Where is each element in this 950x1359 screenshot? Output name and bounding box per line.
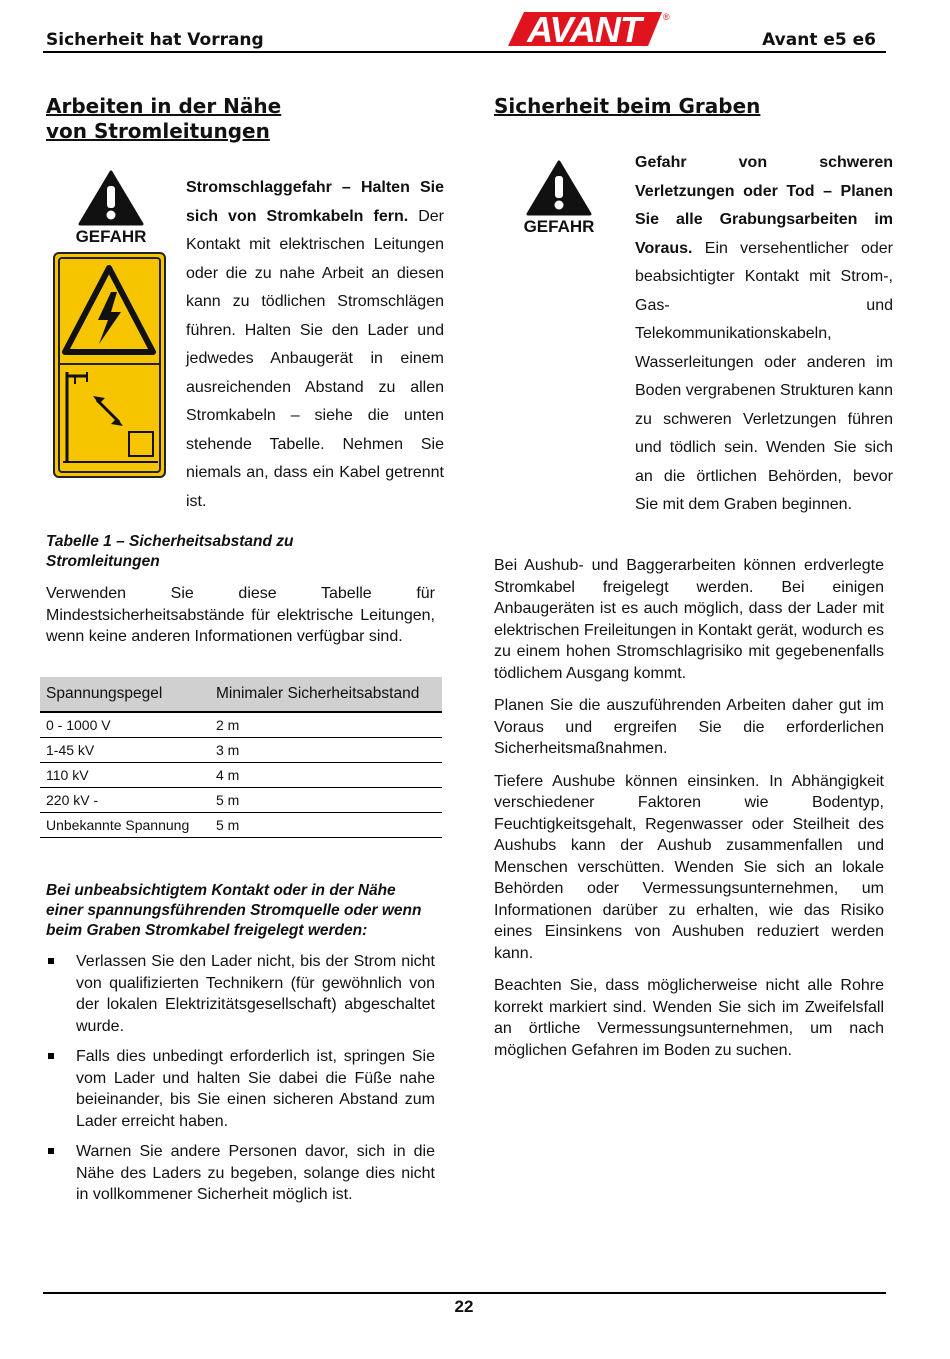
warning-body-left: Der Kontakt mit elektrischen Leitungen oder die zu nahe Arbeit an diesen kann zu tödlichen Stromschlägen führen. Halten Sie den Lader und jedwedes Anbaugerät in einem ausreichenden Abstand zu allen Stromkabeln – siehe die unten stehende Tabelle. Nehmen Sie niemals an, dass ein Kabel getrennt ist.: [186, 207, 444, 510]
warning-text-right: [635, 149, 893, 520]
warning-bold-right: Gefahr von schweren Verletzungen oder Tod – Planen Sie alle Grabungsarbeiten im Voraus.: [635, 154, 893, 257]
warning-bold-left: Stromschlaggefahr – Halten Sie sich von Stromkabeln fern.: [186, 179, 444, 225]
warning-label-right: GEFAHR: [523, 217, 595, 236]
paragraph: Beachten Sie, dass möglicherweise nicht alle Rohre korrekt markiert sind. Wenden Sie sich im Zweifelsfall an örtliche Vermessungsunternehmen, um nach möglichen Gefahren im Boden zu suchen.: [494, 977, 884, 1059]
heading-stromleitungen: Arbeiten in der Nähe von Stromleitungen: [46, 94, 282, 143]
paragraph: Planen Sie die auszuführenden Arbeiten daher gut im Voraus und ergreifen Sie die erforderlichen Sicherheitsmaßnahmen.: [494, 697, 884, 757]
page-number: 22: [454, 1297, 474, 1316]
table-row: 110 kV 4 m: [40, 763, 442, 788]
warning-body-right: Ein versehentlicher oder beabsichtigter Kontakt mit Strom-, Gas- und Telekommunikationskabeln, Wasserleitungen oder anderen im Boden vergrabenen Strukturen kann zu schweren Verletzungen führen und tödlich sein. Wenden Sie sich an die örtlichen Behörden, bevor Sie mit dem Graben beginnen.: [635, 239, 893, 513]
paragraph: Tiefere Aushube können einsinken. In Abhängigkeit verschiedener Faktoren wie Bodentyp, Feuchtigkeitsgehalt, Regenwasser oder Steilheit des Aushubs kann der Aushub zusammenfallen und Menschen verschütten. Wenden Sie sich an lokale Behörden oder Vermessungsunternehmen, um Informationen darüber zu erhalten, wie das Risiko eines Einsinkens von Aushuben reduziert werden kann.: [494, 772, 884, 962]
electric-shock-pictogram-icon: [53, 252, 166, 478]
table-row: Unbekannte Spannung 5 m: [40, 813, 442, 838]
warning-label-left: GEFAHR: [75, 227, 147, 246]
avant-logo: [500, 6, 670, 50]
logo-text: AVANT: [527, 9, 641, 50]
warning-text-left: [186, 174, 444, 516]
table-caption: Tabelle 1 – Sicherheitsabstand zu Stromleitungen: [46, 533, 294, 570]
table-header-distance: Minimaler Sicherheitsabstand: [210, 677, 442, 712]
table-header-voltage: Spannungspegel: [40, 677, 210, 712]
avant-logo-graphic: [500, 6, 670, 50]
logo-registered-mark: ®: [663, 12, 670, 22]
header-rule: [43, 51, 886, 53]
danger-triangle-icon: [526, 160, 592, 216]
paragraph: Bei Aushub- und Baggerarbeiten können erdverlegte Stromkabel freigelegt werden. Bei einigen Anbaugeräten ist es auch möglich, dass der Lader mit elektrischen Freileitungen in Kontakt gerät, wodurch es zu einem hohen Stromschlagrisiko mit gegebenenfalls tödlichem Ausgang kommt.: [494, 557, 884, 682]
table-row: 220 kV - 5 m: [40, 788, 442, 813]
safety-distance-table: [40, 677, 442, 838]
warning-sign-danger-right: [526, 160, 592, 221]
warning-sign-danger: [78, 170, 144, 231]
table-row: 1-45 kV 3 m: [40, 738, 442, 763]
header-right-model: Avant e5 e6: [762, 30, 876, 50]
contact-bullet-list: [46, 951, 435, 1215]
table-header-row: [40, 677, 442, 712]
table-row: 0 - 1000 V 2 m: [40, 712, 442, 738]
contact-heading: Bei unbeabsichtigtem Kontakt oder in der Nähe einer spannungsführenden Stromquelle oder wenn beim Graben Stromkabel freigelegt werden:: [46, 882, 422, 939]
heading-graben: Sicherheit beim Graben: [494, 94, 761, 118]
electrical-hazard-sign: [53, 252, 166, 478]
right-body-paragraphs: [494, 555, 884, 1061]
list-item: Falls dies unbedingt erforderlich ist, springen Sie vom Lader und halten Sie dabei die Füße nahe beieinander, bis Sie einen sicheren Abstand zum Lader erreicht haben.: [46, 1046, 435, 1132]
footer-rule: [43, 1292, 886, 1294]
header-left-title: Sicherheit hat Vorrang: [46, 30, 264, 50]
list-item: Warnen Sie andere Personen davor, sich in die Nähe des Laders zu begeben, solange dies nicht in vollkommener Sicherheit möglich ist.: [46, 1141, 435, 1206]
right-column-heading: [494, 94, 894, 119]
danger-triangle-icon: [78, 170, 144, 226]
left-column: [46, 94, 446, 144]
table-intro: Verwenden Sie diese Tabelle für Mindestsicherheitsabstände für elektrische Leitungen, wenn keine anderen Informationen verfügbar sind.: [46, 585, 435, 645]
list-item: Verlassen Sie den Lader nicht, bis der Strom nicht von qualifizierten Technikern (für gewöhnlich von der lokalen Elektrizitätsgesellschaft) abgeschaltet wurde.: [46, 951, 435, 1037]
